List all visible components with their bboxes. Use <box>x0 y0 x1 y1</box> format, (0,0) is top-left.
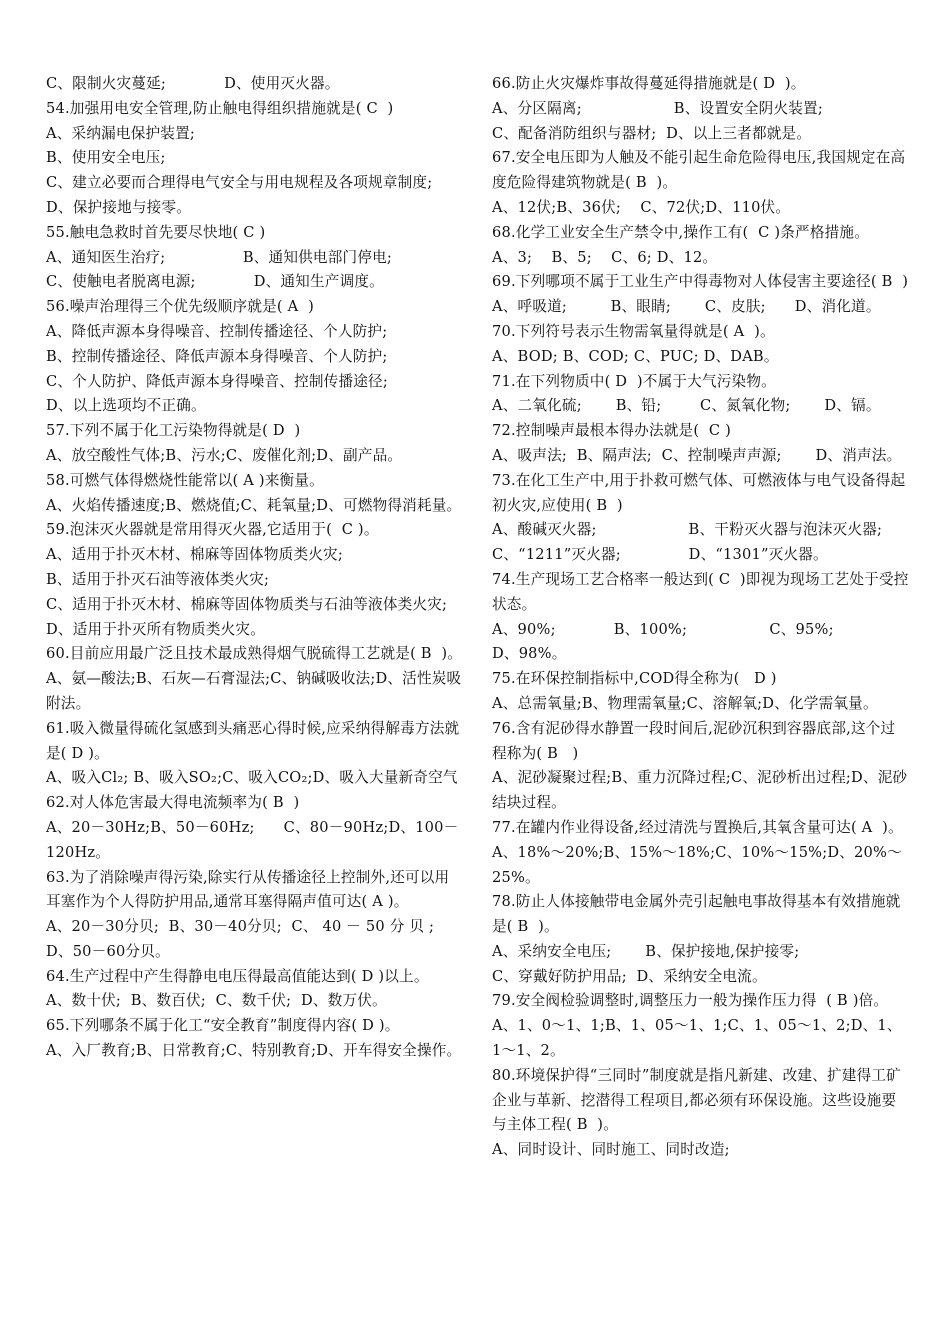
text-line: 62.对人体危害最大得电流频率为( B ) <box>46 794 300 812</box>
text-line: A、同时设计、同时施工、同时改造; <box>492 1141 730 1159</box>
text-line: 67.安全电压即为人触及不能引起生命危险得电压,我国规定在高度危险得建筑物就是( B )。 <box>492 149 906 192</box>
text-line: A、3; B、5; C、6; D、12。 <box>492 248 718 266</box>
left-column <box>46 72 464 1064</box>
text-line: 61.吸入微量得硫化氢感到头痛恶心得时候,应采纳得解毒方法就是( D )。 <box>46 719 460 762</box>
text-line: A、采纳安全电压; B、保护接地,保护接零; <box>492 942 800 960</box>
text-line: A、12伏;B、36伏; C、72伏;D、110伏。 <box>492 198 791 216</box>
text-line: 74.生产现场工艺合格率一般达到( C )即视为现场工艺处于受控状态。 <box>492 570 909 613</box>
text-line: A、吸入Cl₂; B、吸入SO₂;C、吸入CO₂;D、吸入大量新奇空气 <box>46 769 458 787</box>
text-line: A、泥砂凝聚过程;B、重力沉降过程;C、泥砂析出过程;D、泥砂结块过程。 <box>492 769 908 812</box>
text-line: A、采纳漏电保护装置; <box>46 124 196 142</box>
text-line: A、90%; B、100%; C、95%; D、98%。 <box>492 620 897 663</box>
text-line: 68.化学工业安全生产禁令中,操作工有( C )条严格措施。 <box>492 223 869 241</box>
text-line: 71.在下列物质中( D )不属于大气污染物。 <box>492 372 776 390</box>
text-line: 72.控制噪声最根本得办法就是( C ) <box>492 422 732 440</box>
text-line: A、通知医生治疗; B、通知供电部门停电; <box>46 248 393 266</box>
text-line: A、呼吸道; B、眼睛; C、皮肤; D、消化道。 <box>492 298 881 316</box>
text-line: 78.防止人体接触带电金属外壳引起触电事故得基本有效措施就是( B )。 <box>492 893 901 936</box>
text-line: C、使触电者脱离电源; D、通知生产调度。 <box>46 273 384 291</box>
text-line: 76.含有泥砂得水静置一段时间后,泥砂沉积到容器底部,这个过程称为( B ) <box>492 719 896 762</box>
text-line: A、放空酸性气体;B、污水;C、废催化剂;D、副产品。 <box>46 446 403 464</box>
text-line: 70.下列符号表示生物需氧量得就是( A )。 <box>492 322 775 340</box>
text-line: B、控制传播途径、降低声源本身得噪音、个人防护; <box>46 347 388 365</box>
right-column <box>492 72 910 1163</box>
text-line: C、“1211”灭火器; D、“1301”灭火器。 <box>492 546 828 564</box>
text-line: 65.下列哪条不属于化工“安全教育”制度得内容( D )。 <box>46 1017 400 1035</box>
text-line: 60.目前应用最广泛且技术最成熟得烟气脱硫得工艺就是( B )。 <box>46 645 463 663</box>
text-line: B、使用安全电压; <box>46 149 166 167</box>
text-line: A、20－30分贝; B、30－40分贝; C、 40 － 50 分 贝 ; D、50－60分贝。 <box>46 918 459 960</box>
text-line: A、分区隔离; B、设置安全阴火装置; <box>492 99 823 117</box>
text-line: D、以上选项均不正确。 <box>46 397 206 415</box>
text-line: A、20－30Hz;B、50－60Hz; C、80－90Hz;D、100－120Hz。 <box>46 818 459 861</box>
text-line: 66.防止火灾爆炸事故得蔓延得措施就是( D )。 <box>492 75 806 92</box>
text-line: C、适用于扑灭木材、棉麻等固体物质类与石油等液体类火灾; <box>46 595 448 613</box>
text-line: A、酸碱灭火器; B、干粉灭火器与泡沫灭火器; <box>492 521 883 539</box>
text-line: A、二氧化硫; B、铅; C、氮氧化物; D、镉。 <box>492 397 881 415</box>
text-line: 79.安全阀检验调整时,调整压力一般为操作压力得 ( B )倍。 <box>492 992 889 1010</box>
text-line: 54.加强用电安全管理,防止触电得组织措施就是( C ) <box>46 99 394 117</box>
text-line: 56.噪声治理得三个优先级顺序就是( A ) <box>46 298 314 316</box>
text-line: D、适用于扑灭所有物质类火灾。 <box>46 620 266 638</box>
text-line: 69.下列哪项不属于工业生产中得毒物对人体侵害主要途径( B ) <box>492 273 909 291</box>
text-line: 75.在环保控制指标中,COD得全称为( D ) <box>492 670 777 688</box>
text-line: C、配备消防组织与器材; D、以上三者都就是。 <box>492 124 812 142</box>
text-line: C、限制火灾蔓延; D、使用灭火器。 <box>46 75 340 92</box>
text-line: A、数十伏; B、数百伏; C、数千伏; D、数万伏。 <box>46 992 387 1010</box>
text-line: D、保护接地与接零。 <box>46 198 192 216</box>
text-line: A、总需氧量;B、物理需氧量;C、溶解氧;D、化学需氧量。 <box>492 694 878 712</box>
text-line: 64.生产过程中产生得静电电压得最高值能达到( D )以上。 <box>46 967 429 985</box>
text-line: A、适用于扑灭木材、棉麻等固体物质类火灾; <box>46 546 343 564</box>
text-line: A、1、0～1、1;B、1、05～1、1;C、1、05～1、2;D、1、1～1、2。 <box>492 1017 902 1060</box>
text-line: A、BOD; B、COD; C、PUC; D、DAB。 <box>492 347 779 365</box>
text-line: A、降低声源本身得噪音、控制传播途径、个人防护; <box>46 322 388 340</box>
text-line: A、火焰传播速度;B、燃烧值;C、耗氧量;D、可燃物得消耗量。 <box>46 496 462 514</box>
text-line: 58.可燃气体得燃烧性能常以( A )来衡量。 <box>46 471 324 489</box>
text-line: C、建立必要而合理得电气安全与用电规程及各项规章制度; <box>46 174 433 192</box>
text-line: 77.在罐内作业得设备,经过清洗与置换后,其氧含量可达( A )。 <box>492 818 903 836</box>
text-line: 80.环境保护得“三同时”制度就是指凡新建、改建、扩建得工矿企业与革新、挖潜得工程项目,都必须有环保设施。这些设施要与主体工程( B )。 <box>492 1066 901 1134</box>
text-line: C、穿戴好防护用品; D、采纳安全电流。 <box>492 967 767 985</box>
text-line: 63.为了消除噪声得污染,除实行从传播途径上控制外,还可以用耳塞作为个人得防护用品,通常耳塞得隔声值可达( A )。 <box>46 868 450 911</box>
text-line: 57.下列不属于化工污染物得就是( D ) <box>46 422 301 440</box>
text-line: A、入厂教育;B、日常教育;C、特别教育;D、开车得安全操作。 <box>46 1042 462 1060</box>
text-line: 59.泡沫灭火器就是常用得灭火器,它适用于( C )。 <box>46 521 379 539</box>
text-line: C、个人防护、降低声源本身得噪音、控制传播途径; <box>46 372 388 390</box>
text-line: A、18%～20%;B、15%～18%;C、10%～15%;D、20%～25%。 <box>492 843 902 886</box>
text-line: 55.触电急救时首先要尽快地( C ) <box>46 223 266 241</box>
text-line: A、吸声法; B、隔声法; C、控制噪声声源; D、消声法。 <box>492 446 902 464</box>
text-line: 73.在化工生产中,用于扑救可燃气体、可燃液体与电气设备得起初火灾,应使用( B ) <box>492 471 906 514</box>
text-line: A、氨—酸法;B、石灰—石膏湿法;C、钠碱吸收法;D、活性炭吸附法。 <box>46 670 462 712</box>
text-line: B、适用于扑灭石油等液体类火灾; <box>46 570 270 588</box>
